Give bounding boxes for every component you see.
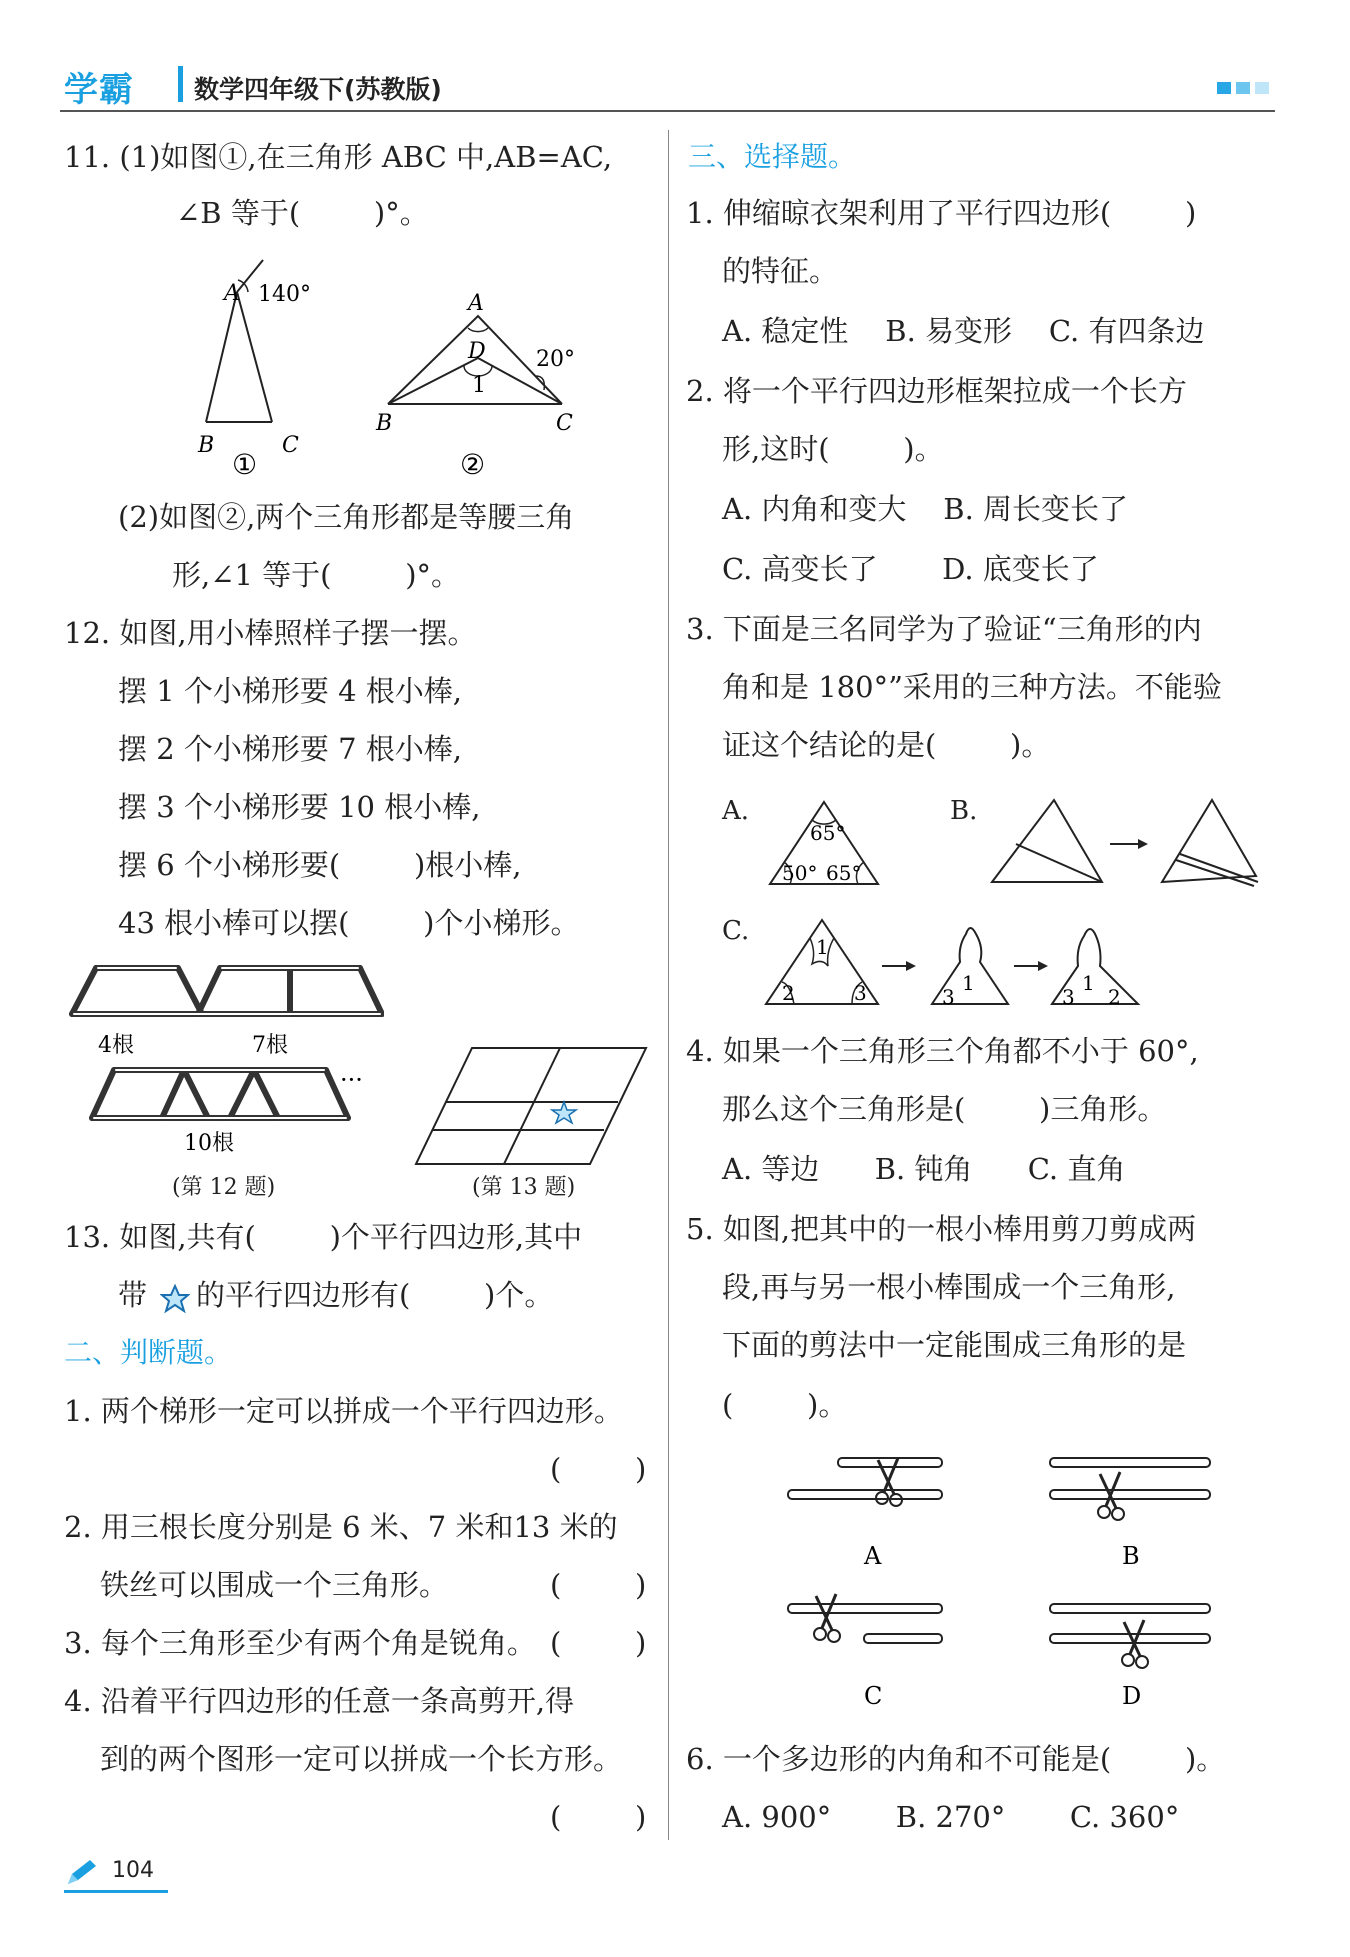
fig2-angle-1: 1 xyxy=(472,373,486,398)
q13-line2a: 带 xyxy=(118,1278,148,1312)
judge-2-line1: 2. 用三根长度分别是 6 米、7 米和13 米的 xyxy=(64,1510,618,1544)
fig1-label-c: C xyxy=(282,433,299,458)
fig13-caption: (第 13 题) xyxy=(472,1175,576,1200)
choice-5-line1: 5. 如图,把其中的一根小棒用剪刀剪成两 xyxy=(686,1212,1197,1246)
judge-1: 1. 两个梯形一定可以拼成一个平行四边形。 xyxy=(64,1394,623,1428)
choice-3-figure-b xyxy=(986,796,1266,890)
fig-c-1-n2: 2 xyxy=(782,981,795,1005)
fig2-label-c: C xyxy=(556,411,573,436)
judge-2-line2: 铁丝可以围成一个三角形。 xyxy=(100,1568,449,1602)
figure-1-isosceles-triangle xyxy=(180,252,340,482)
fig5-label-d: D xyxy=(1122,1682,1142,1710)
q12-line4: 摆 3 个小梯形要 10 根小棒, xyxy=(118,790,481,824)
choice-2-options-2: C. 高变长了 D. 底变长了 xyxy=(722,552,1099,586)
choice-1-options: A. 稳定性 B. 易变形 C. 有四条边 xyxy=(722,314,1205,348)
star-icon xyxy=(160,1284,190,1314)
choice-3-figure-c xyxy=(762,912,1142,1012)
fig2-number: ② xyxy=(460,448,486,481)
stick-figure-d xyxy=(1050,1604,1210,1710)
brand-logo: 学霸 xyxy=(64,70,134,110)
pencil-icon xyxy=(64,1858,100,1888)
column-divider xyxy=(668,130,669,1840)
q12-line6: 43 根小棒可以摆( )个小梯形。 xyxy=(118,906,580,940)
fig5-label-b: B xyxy=(1122,1542,1140,1570)
choice-3-figure-a xyxy=(764,798,884,888)
figure-13-parallelogram-grid xyxy=(412,1044,652,1170)
section-2-title: 二、判断题。 xyxy=(64,1336,233,1369)
choice-3-line1: 3. 下面是三名同学为了验证“三角形的内 xyxy=(686,612,1202,646)
stick-figure-a xyxy=(788,1458,942,1570)
choice-5-figures xyxy=(780,1450,1220,1720)
choice-3-option-a-label: A. xyxy=(722,796,750,826)
logo-divider xyxy=(178,66,183,102)
page-number-underline xyxy=(64,1890,168,1893)
choice-2-line2: 形,这时( )。 xyxy=(722,432,944,466)
q11-line3: (2)如图②,两个三角形都是等腰三角 xyxy=(118,500,575,534)
choice-3-option-b-label: B. xyxy=(950,796,978,826)
fig-c-1-n3: 3 xyxy=(854,981,867,1005)
judge-4-blank: ( ) xyxy=(550,1800,647,1834)
stick-figure-b xyxy=(1050,1458,1210,1570)
q11-line1: 11. (1)如图①,在三角形 ABC 中,AB=AC, xyxy=(64,140,613,174)
fig-c-1-n1: 1 xyxy=(816,935,829,959)
choice-3-line3: 证这个结论的是( )。 xyxy=(722,728,1051,762)
header-decoration xyxy=(1217,82,1269,94)
choice-5-line4: ( )。 xyxy=(722,1388,848,1422)
q12-line1: 12. 如图,用小棒照样子摆一摆。 xyxy=(64,616,477,650)
choice-5-line3: 下面的剪法中一定能围成三角形的是 xyxy=(722,1328,1187,1362)
fig12-label-7: 7根 xyxy=(252,1033,288,1058)
fig-c-2-n1: 1 xyxy=(962,971,975,995)
fig1-label-a: A xyxy=(224,281,240,306)
fig12-ellipsis: ··· xyxy=(340,1066,363,1094)
fig-c-3-n2: 2 xyxy=(1108,985,1121,1009)
fig2-angle-label: 20° xyxy=(536,347,575,372)
fig5-label-c: C xyxy=(864,1682,883,1710)
judge-2-blank: ( ) xyxy=(550,1568,647,1602)
page-number: 104 xyxy=(112,1858,154,1883)
fig1-label-b: B xyxy=(198,433,215,458)
fig2-label-d: D xyxy=(468,339,486,364)
q11-line4: 形,∠1 等于( )°。 xyxy=(172,558,461,592)
fig-a-left-angle: 50° xyxy=(782,861,818,885)
fig1-angle-label: 140° xyxy=(258,282,311,307)
q13-line1: 13. 如图,共有( )个平行四边形,其中 xyxy=(64,1220,583,1254)
q12-line3: 摆 2 个小梯形要 7 根小棒, xyxy=(118,732,462,766)
fig5-label-a: A xyxy=(864,1542,882,1570)
fig-c-3-n3: 3 xyxy=(1062,985,1075,1009)
choice-6-options: A. 900° B. 270° C. 360° xyxy=(722,1800,1180,1834)
choice-2-options-1: A. 内角和变大 B. 周长变长了 xyxy=(722,492,1129,526)
star-icon xyxy=(552,1102,576,1123)
choice-3-option-c-label: C. xyxy=(722,916,750,946)
choice-1-line1: 1. 伸缩晾衣架利用了平行四边形( ) xyxy=(686,196,1197,230)
fig-c-3-n1: 1 xyxy=(1082,971,1095,995)
judge-3: 3. 每个三角形至少有两个角是锐角。 xyxy=(64,1626,536,1660)
fig12-label-4: 4根 xyxy=(98,1033,134,1058)
figure-12-stick-trapezoids xyxy=(64,960,384,1200)
fig12-caption: (第 12 题) xyxy=(172,1175,276,1200)
choice-3-line2: 角和是 180°”采用的三种方法。不能验 xyxy=(722,670,1222,704)
q12-line2: 摆 1 个小梯形要 4 根小棒, xyxy=(118,674,462,708)
book-title: 数学四年级下(苏教版) xyxy=(194,75,442,104)
figure-2-two-isosceles-triangles xyxy=(370,286,590,486)
choice-4-line2: 那么这个三角形是( )三角形。 xyxy=(722,1092,1167,1126)
fig-a-top-angle: 65° xyxy=(810,821,846,845)
fig12-label-10: 10根 xyxy=(184,1131,234,1156)
page-header xyxy=(60,58,1275,112)
stick-figure-c xyxy=(788,1594,942,1710)
judge-4-line2: 到的两个图形一定可以拼成一个长方形。 xyxy=(100,1742,623,1776)
judge-3-blank: ( ) xyxy=(550,1626,647,1660)
fig2-label-a: A xyxy=(468,291,484,316)
choice-1-line2: 的特征。 xyxy=(722,254,839,288)
choice-4-options: A. 等边 B. 钝角 C. 直角 xyxy=(722,1152,1126,1186)
q11-line2: ∠B 等于( )°。 xyxy=(176,196,429,230)
choice-6: 6. 一个多边形的内角和不可能是( )。 xyxy=(686,1742,1226,1776)
fig1-number: ① xyxy=(232,448,258,481)
fig2-label-b: B xyxy=(376,411,393,436)
judge-4-line1: 4. 沿着平行四边形的任意一条高剪开,得 xyxy=(64,1684,575,1718)
choice-5-line2: 段,再与另一根小棒围成一个三角形, xyxy=(722,1270,1176,1304)
section-3-title: 三、选择题。 xyxy=(688,140,857,173)
choice-2-line1: 2. 将一个平行四边形框架拉成一个长方 xyxy=(686,374,1187,408)
q12-line5: 摆 6 个小梯形要( )根小棒, xyxy=(118,848,522,882)
fig-a-right-angle: 65° xyxy=(826,861,862,885)
q13-line2b: 的平行四边形有( )个。 xyxy=(196,1278,554,1312)
judge-1-blank: ( ) xyxy=(550,1452,647,1486)
choice-4-line1: 4. 如果一个三角形三个角都不小于 60°, xyxy=(686,1034,1199,1068)
fig-c-2-n3: 3 xyxy=(942,985,955,1009)
